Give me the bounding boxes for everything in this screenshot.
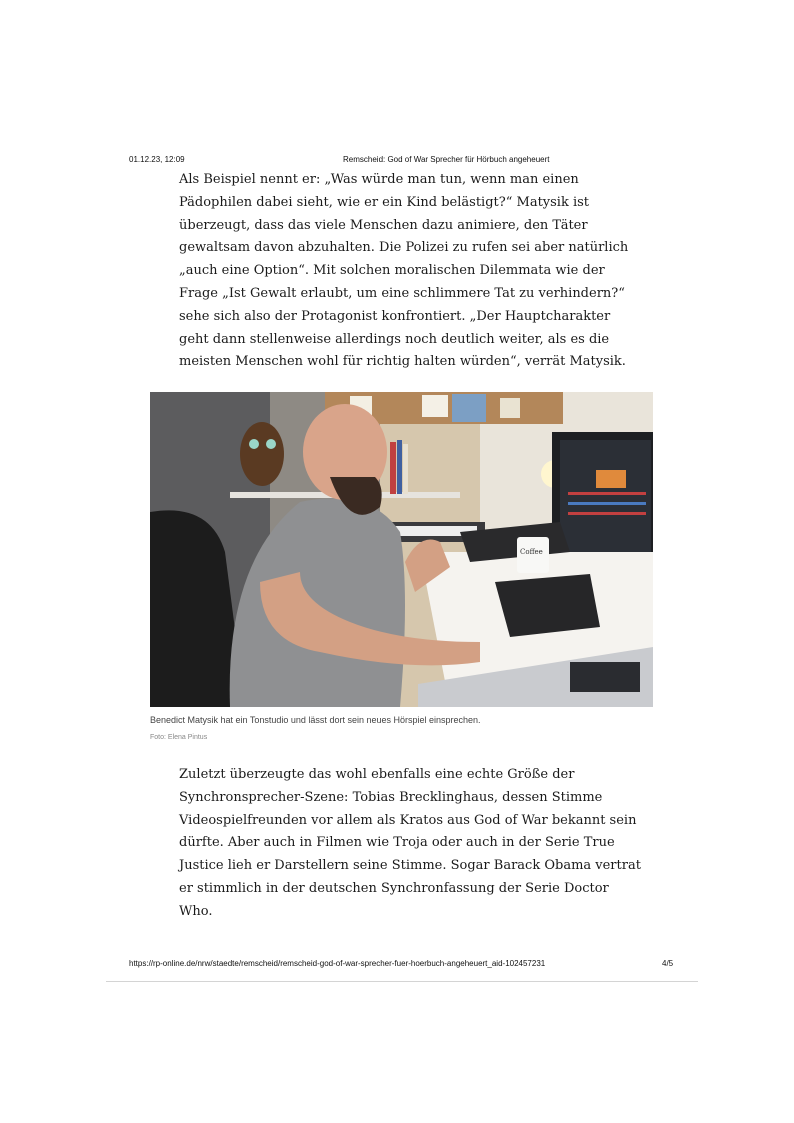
text-line: Justice lieh er Darstellern seine Stimme. Sogar Barack Obama vertrat — [179, 858, 641, 874]
text-line: „auch eine Option“. Mit solchen moralischen Dilemmata wie der — [179, 263, 605, 279]
text-line: Zuletzt überzeugte das wohl ebenfalls eine echte Größe der — [179, 767, 575, 782]
text-line: geht dann stellenweise allerdings noch deutlich weiter, als es die — [179, 331, 610, 347]
text-line: Videospielfreunden vor allem als Kratos aus God of War bekannt sein — [179, 812, 637, 828]
article-paragraph — [179, 169, 629, 374]
mug-logo: Coffee — [520, 548, 543, 556]
text-line: Who. — [179, 903, 213, 919]
text-line: überzeugt, dass das viele Menschen dazu animiere, den Täter — [179, 217, 588, 233]
page-number: 4/5 — [662, 959, 674, 968]
source-url[interactable]: https://rp-online.de/nrw/staedte/remscheid/remscheid-god-of-war-sprecher-fuer-hoerbuch-angeheuert_aid-102457231 — [129, 959, 546, 968]
text-line: dürfte. Aber auch in Filmen wie Troja oder auch in der Serie True — [179, 835, 615, 851]
page-divider — [106, 981, 698, 982]
text-line: Pädophilen dabei sieht, wie er ein Kind belästigt?“ Matysik ist — [179, 194, 590, 210]
photo-credit: Foto: Elena Pintus — [150, 734, 208, 741]
article-paragraph — [179, 764, 641, 924]
text-line: er stimmlich in der deutschen Synchronfassung der Serie Doctor — [179, 880, 609, 896]
print-date: 01.12.23, 12:09 — [129, 155, 185, 164]
article-photo — [150, 392, 653, 707]
text-line: gewaltsam davon abzuhalten. Die Polizei zu rufen sei aber natürlich — [179, 240, 629, 256]
text-line: Als Beispiel nennt er: „Was würde man tun, wenn man einen — [179, 172, 579, 187]
text-line: meisten Menschen wohl für richtig halten würden“, verrät Matysik. — [179, 354, 626, 370]
text-line: Synchronsprecher-Szene: Tobias Brecklinghaus, dessen Stimme — [179, 789, 603, 805]
print-page-title: Remscheid: God of War Sprecher für Hörbuch angeheuert — [343, 155, 550, 164]
text-line: sehe sich also der Protagonist konfrontiert. „Der Hauptcharakter — [179, 308, 611, 324]
photo-caption: Benedict Matysik hat ein Tonstudio und lässt dort sein neues Hörspiel einsprechen. — [150, 715, 481, 725]
text-line: Frage „Ist Gewalt erlaubt, um eine schlimmere Tat zu verhindern?“ — [179, 285, 625, 301]
